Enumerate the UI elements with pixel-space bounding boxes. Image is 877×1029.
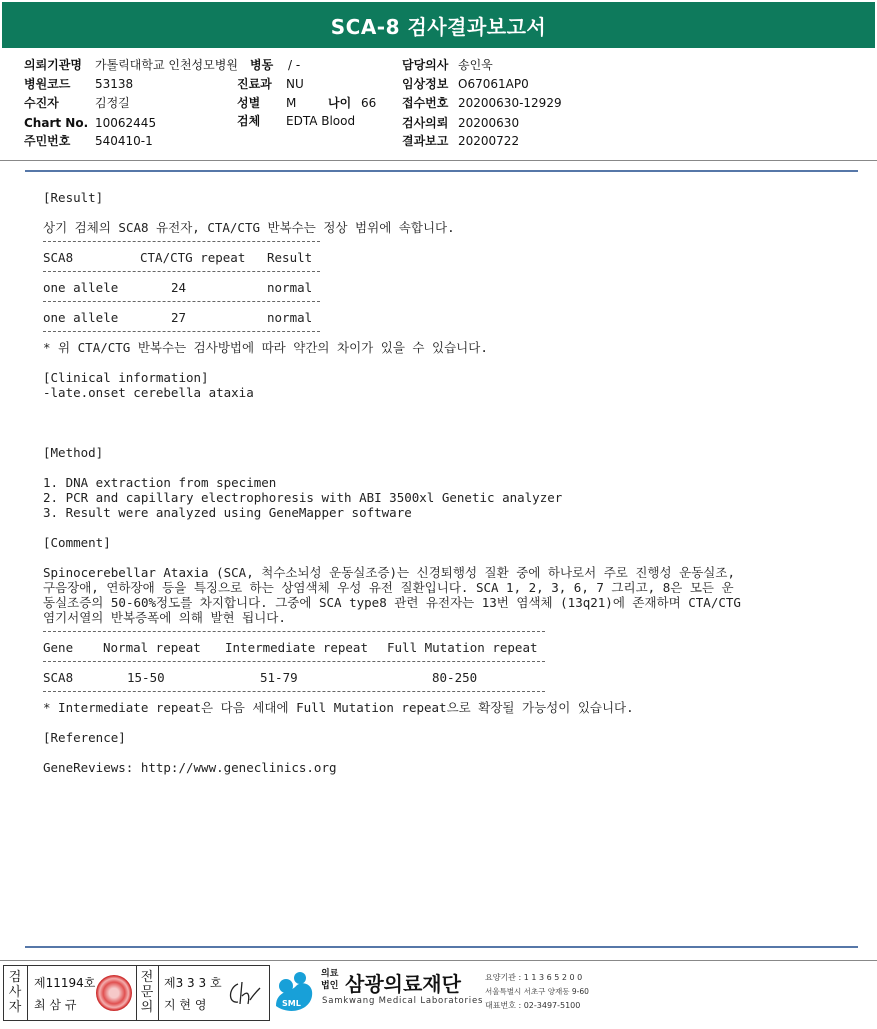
comment-line: 구음장애, 연하장애 등을 특징으로 하는 상염색체 우성 유전 질환입니다. SCA 1, 2, 3, 6, 7 그리고, 8은 모든 운 <box>43 580 734 595</box>
result-row-repeat: 27 <box>171 310 187 325</box>
sex-label: 성별 <box>237 96 261 110</box>
ward-label: 병동 <box>250 58 274 72</box>
org-name: 삼광의료재단 <box>345 972 461 996</box>
examiner-license: 제11194호 <box>34 976 96 990</box>
examiner-label: 검사자 <box>8 970 22 1015</box>
method-line: 1. DNA extraction from specimen <box>43 475 277 490</box>
examinee-value: 김정길 <box>95 96 130 110</box>
org-type-2: 법인 <box>321 981 339 991</box>
comment-row-gene: SCA8 <box>43 670 74 685</box>
department-value: NU <box>286 77 304 91</box>
org-code: 요양기관 : 1 1 3 6 5 2 0 0 <box>485 973 583 982</box>
svg-text:SML: SML <box>282 999 301 1008</box>
resident-value: 540410-1 <box>95 134 153 148</box>
specialist-label: 전문의 <box>140 970 154 1015</box>
org-type-1: 의료 <box>321 969 339 979</box>
comment-heading: [Comment] <box>43 535 111 550</box>
ward-value: / - <box>288 58 301 72</box>
comment-note: * Intermediate repeat은 다음 세대에 Full Mutation repeat으로 확장될 가능성이 있습니다. <box>43 700 634 715</box>
patient-header <box>0 48 877 160</box>
result-row-allele: one allele <box>43 280 119 295</box>
header-divider <box>0 160 877 161</box>
sex-value: M <box>286 96 297 110</box>
result-col-repeat: CTA/CTG repeat <box>140 250 246 265</box>
department-label: 진료과 <box>237 77 272 91</box>
org-address: 서울특별시 서초구 양재동 9-60 <box>485 987 589 996</box>
examinee-label: 수진자 <box>24 96 59 110</box>
doctor-value: 송인욱 <box>458 58 493 72</box>
institution-label: 의뢰기관명 <box>24 58 82 72</box>
comment-col-full: Full Mutation repeat <box>387 640 538 655</box>
table-rule <box>43 661 545 662</box>
table-rule <box>43 691 545 692</box>
table-rule <box>43 241 320 242</box>
clinical-text: -late.onset cerebella ataxia <box>43 385 254 400</box>
reference-text: GeneReviews: http://www.geneclinics.org <box>43 760 337 775</box>
signature-icon <box>226 980 262 1008</box>
table-rule <box>43 631 545 632</box>
comment-row-normal: 15-50 <box>127 670 165 685</box>
specialist-name: 지 현 영 <box>164 998 207 1012</box>
signature-box <box>3 965 270 1021</box>
divider <box>136 966 137 1020</box>
footer-divider <box>0 960 877 961</box>
chart-label: Chart No. <box>24 116 89 130</box>
request-value: 20200630 <box>458 116 520 130</box>
comment-line: 동실조증의 50-60%정도를 차지합니다. 그중에 SCA type8 관련 유전자는 13번 염색체 (13q21)에 존재하며 CTA/CTG <box>43 595 741 610</box>
comment-col-intermediate: Intermediate repeat <box>225 640 368 655</box>
chart-value: 10062445 <box>95 116 157 130</box>
result-summary: 상기 검체의 SCA8 유전자, CTA/CTG 반복수는 정상 범위에 속합니다. <box>43 220 455 235</box>
method-line: 2. PCR and capillary electrophoresis with ABI 3500xl Genetic analyzer <box>43 490 563 505</box>
receipt-label: 접수번호 <box>402 96 449 110</box>
specimen-label: 검체 <box>237 114 261 128</box>
result-heading: [Result] <box>43 190 104 205</box>
report-date-value: 20200722 <box>458 134 520 148</box>
result-row-repeat: 24 <box>171 280 187 295</box>
divider <box>158 966 159 1020</box>
divider <box>27 966 28 1020</box>
org-phone: 대표번호 : 02-3497-5100 <box>485 1001 581 1010</box>
bottom-blue-rule <box>25 946 858 948</box>
top-blue-rule <box>25 170 858 172</box>
sml-logo-icon <box>270 966 318 1018</box>
institution-value: 가톨릭대학교 인천성모병원 <box>95 58 238 72</box>
result-note: * 위 CTA/CTG 반복수는 검사방법에 따라 약간의 차이가 있을 수 있습니다. <box>43 340 488 355</box>
report-date-label: 결과보고 <box>402 134 449 148</box>
resident-label: 주민번호 <box>24 134 71 148</box>
specialist-license: 제3 3 3 호 <box>164 976 222 990</box>
clinical-heading: [Clinical information] <box>43 370 209 385</box>
seal-stamp-icon <box>96 975 132 1011</box>
comment-row-full: 80-250 <box>432 670 478 685</box>
clinical-info-label: 임상정보 <box>402 77 449 91</box>
clinical-info-value: O67061AP0 <box>458 77 529 91</box>
table-rule <box>43 331 320 332</box>
receipt-value: 20200630-12929 <box>458 96 562 110</box>
age-label: 나이 <box>328 96 352 110</box>
method-heading: [Method] <box>43 445 104 460</box>
comment-row-intermediate: 51-79 <box>260 670 298 685</box>
doctor-label: 담당의사 <box>402 58 449 72</box>
comment-line: 염기서열의 반복증폭에 의해 발현 됩니다. <box>43 610 286 625</box>
table-rule <box>43 271 320 272</box>
org-english: Samkwang Medical Laboratories <box>322 996 484 1006</box>
specimen-value: EDTA Blood <box>286 114 356 128</box>
comment-col-normal: Normal repeat <box>103 640 201 655</box>
report-title: SCA-8 검사결과보고서 <box>2 2 875 48</box>
result-col-gene: SCA8 <box>43 250 74 265</box>
method-line: 3. Result were analyzed using GeneMapper software <box>43 505 412 520</box>
comment-line: Spinocerebellar Ataxia (SCA, 척수소뇌성 운동실조증)는 신경퇴행성 질환 중에 하나로서 주로 진행성 운동실조, <box>43 565 735 580</box>
table-rule <box>43 301 320 302</box>
hospital-code-label: 병원코드 <box>24 77 71 91</box>
result-row-result: normal <box>267 310 313 325</box>
reference-heading: [Reference] <box>43 730 126 745</box>
request-label: 검사의뢰 <box>402 116 449 130</box>
age-value: 66 <box>361 96 377 110</box>
result-row-result: normal <box>267 280 313 295</box>
hospital-code-value: 53138 <box>95 77 134 91</box>
examiner-name: 최 삼 규 <box>34 998 77 1012</box>
comment-col-gene: Gene <box>43 640 74 655</box>
result-col-result: Result <box>267 250 313 265</box>
result-row-allele: one allele <box>43 310 119 325</box>
